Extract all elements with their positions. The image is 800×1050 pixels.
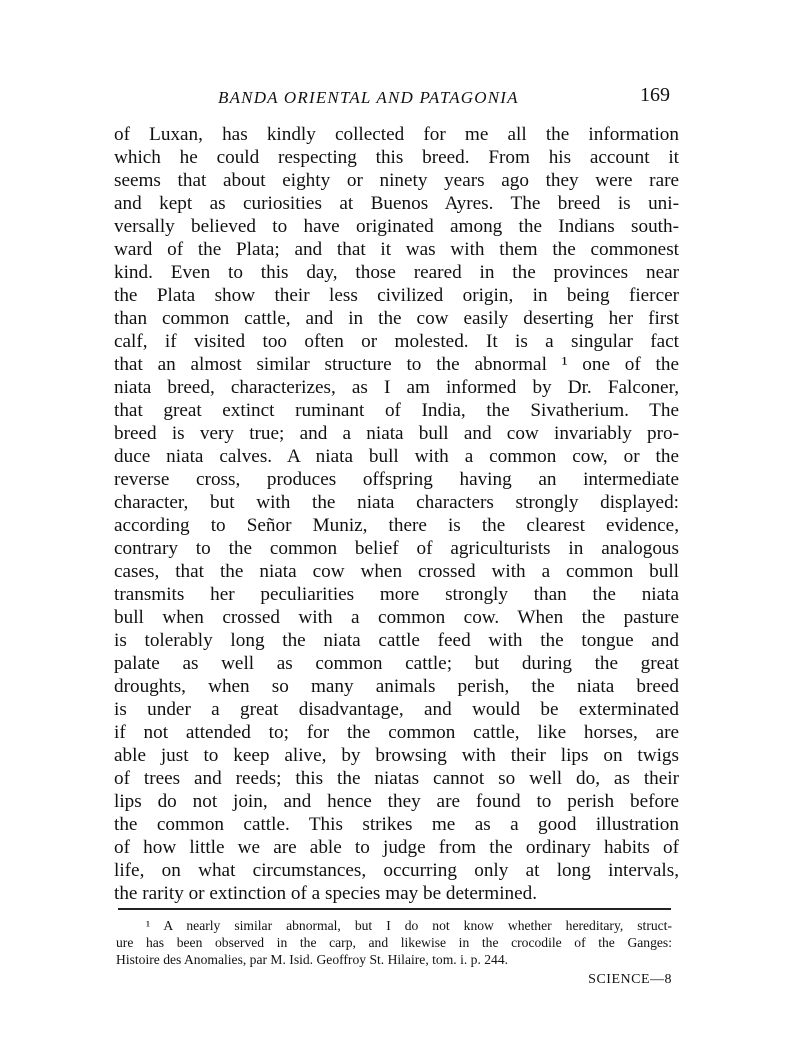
text-line-last: the rarity or extinction of a species may be determined.: [114, 883, 538, 904]
text-line: than common cattle, and in the cow easily deserting her first: [114, 308, 679, 329]
text-line: ward of the Plata; and that it was with them the commonest: [114, 239, 679, 260]
text-line: bull when crossed with a common cow. When the pasture: [114, 607, 679, 628]
text-line: according to Señor Muniz, there is the clearest evidence,: [114, 515, 679, 536]
text-line: which he could respecting this breed. From his account it: [114, 147, 679, 168]
text-line: the Plata show their less civilized origin, in being fiercer: [114, 285, 679, 306]
text-line: palate as well as common cattle; but during the great: [114, 653, 679, 674]
running-title: BANDA ORIENTAL AND PATAGONIA: [218, 88, 519, 107]
footnote-divider: [118, 908, 671, 910]
text-line: cases, that the niata cow when crossed with a common bull: [114, 561, 679, 582]
footnote: [116, 917, 672, 968]
text-line: that an almost similar structure to the abnormal ¹ one of the: [114, 354, 679, 375]
page-number: 169: [640, 84, 670, 106]
footnote-line-last: Histoire des Anomalies, par M. Isid. Geoffroy St. Hilaire, tom. i. p. 244.: [116, 952, 509, 967]
text-line: reverse cross, produces offspring having an intermediate: [114, 469, 679, 490]
text-line: contrary to the common belief of agriculturists in analogous: [114, 538, 679, 559]
text-line: is under a great disadvantage, and would be exterminated: [114, 699, 679, 720]
text-line: of Luxan, has kindly collected for me all the information: [114, 124, 679, 145]
text-line: life, on what circumstances, occurring only at long intervals,: [114, 860, 679, 881]
text-line: versally believed to have originated among the Indians south-: [114, 216, 679, 237]
text-line: character, but with the niata characters strongly displayed:: [114, 492, 679, 513]
running-head: [110, 84, 670, 114]
text-line: the common cattle. This strikes me as a good illustration: [114, 814, 679, 835]
text-line: seems that about eighty or ninety years ago they were rare: [114, 170, 679, 191]
text-line: transmits her peculiarities more strongly than the niata: [114, 584, 679, 605]
signature-mark: SCIENCE—8: [588, 972, 672, 987]
footnote-line: ¹ A nearly similar abnormal, but I do not know whether hereditary, struct-: [146, 918, 672, 933]
text-line: of how little we are able to judge from the ordinary habits of: [114, 837, 679, 858]
body-text: [114, 123, 679, 905]
text-line: of trees and reeds; this the niatas cannot so well do, as their: [114, 768, 679, 789]
text-line: is tolerably long the niata cattle feed with the tongue and: [114, 630, 679, 651]
text-line: lips do not join, and hence they are found to perish before: [114, 791, 679, 812]
text-line: droughts, when so many animals perish, the niata breed: [114, 676, 679, 697]
text-line: if not attended to; for the common cattle, like horses, are: [114, 722, 679, 743]
text-line: niata breed, characterizes, as I am informed by Dr. Falconer,: [114, 377, 679, 398]
footnote-line: ure has been observed in the carp, and likewise in the crocodile of the Ganges:: [116, 935, 672, 950]
text-line: kind. Even to this day, those reared in the provinces near: [114, 262, 679, 283]
text-line: duce niata calves. A niata bull with a common cow, or the: [114, 446, 679, 467]
text-line: breed is very true; and a niata bull and cow invariably pro-: [114, 423, 679, 444]
text-line: calf, if visited too often or molested. It is a singular fact: [114, 331, 679, 352]
text-line: able just to keep alive, by browsing with their lips on twigs: [114, 745, 679, 766]
text-line: that great extinct ruminant of India, the Sivatherium. The: [114, 400, 679, 421]
text-line: and kept as curiosities at Buenos Ayres. The breed is uni-: [114, 193, 679, 214]
